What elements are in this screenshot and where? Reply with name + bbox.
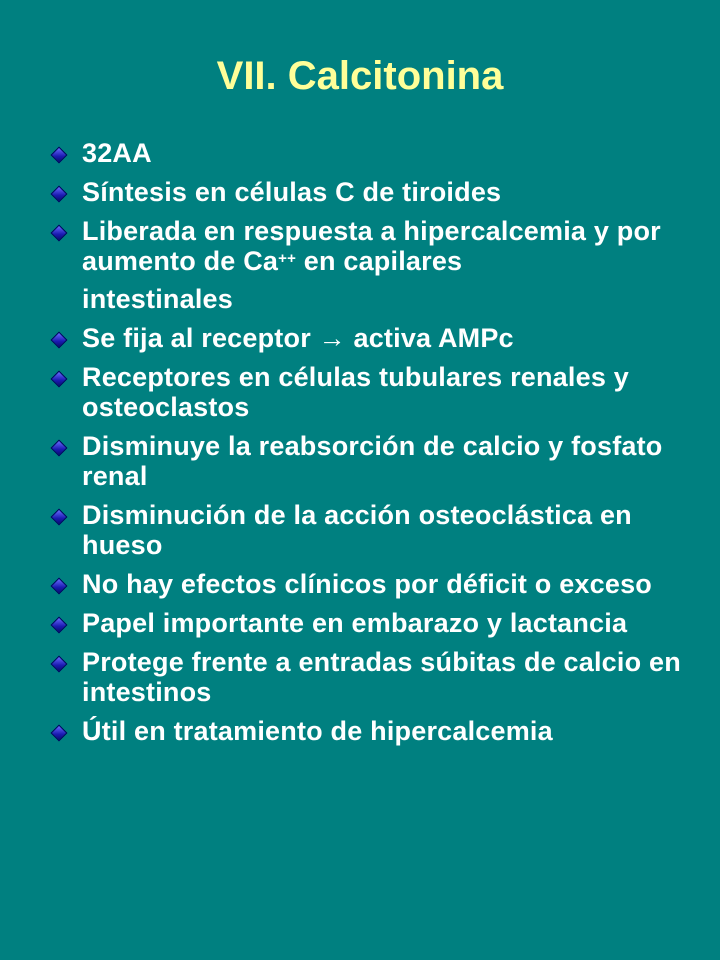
bullet-text: No hay efectos clínicos por déficit o exceso [82, 569, 652, 599]
bullet-item [50, 323, 690, 353]
bullet-text: Síntesis en células C de tiroides [82, 177, 502, 207]
bullet-text [82, 216, 690, 314]
diamond-bullet-icon [51, 225, 68, 242]
bullet-item [50, 362, 690, 422]
diamond-bullet-icon [51, 186, 68, 203]
bullet-item [50, 500, 690, 560]
diamond-bullet-icon [51, 656, 68, 673]
bullet-list [50, 138, 690, 755]
slide-title: VII. Calcitonina [216, 54, 504, 98]
bullet-text-part: en capilares [296, 246, 463, 276]
diamond-bullet-icon [51, 147, 68, 164]
bullet-item [50, 431, 690, 491]
bullet-text-part: intestinales [82, 284, 233, 314]
bullet-item [50, 569, 690, 599]
bullet-text-part: Liberada en respuesta a hipercalcemia y por aumento de Ca [82, 216, 661, 276]
bullet-item [50, 608, 690, 638]
bullet-text: Se fija al receptor → activa AMPc [82, 323, 514, 353]
diamond-bullet-icon [51, 509, 68, 526]
bullet-text: Disminuye la reabsorción de calcio y fosfato renal [82, 431, 663, 491]
bullet-text: Protege frente a entradas súbitas de calcio en intestinos [82, 647, 681, 707]
bullet-item [50, 216, 690, 314]
bullet-text: 32AA [82, 138, 152, 168]
bullet-item [50, 647, 690, 707]
bullet-text: Receptores en células tubulares renales y osteoclastos [82, 362, 629, 422]
diamond-bullet-icon [51, 371, 68, 388]
bullet-item [50, 177, 690, 207]
diamond-bullet-icon [51, 725, 68, 742]
bullet-text: Útil en tratamiento de hipercalcemia [82, 716, 553, 746]
diamond-bullet-icon [51, 440, 68, 457]
diamond-bullet-icon [51, 332, 68, 349]
bullet-item [50, 138, 690, 168]
bullet-text: Disminución de la acción osteoclástica en hueso [82, 500, 632, 560]
diamond-bullet-icon [51, 617, 68, 634]
bullet-text: Papel importante en embarazo y lactancia [82, 608, 628, 638]
diamond-bullet-icon [51, 578, 68, 595]
bullet-item [50, 716, 690, 746]
superscript-charge: ++ [278, 250, 297, 267]
